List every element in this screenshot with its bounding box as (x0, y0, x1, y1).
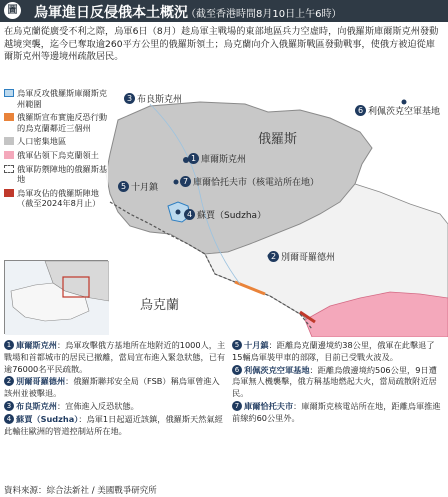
note-number: 7 (232, 401, 242, 411)
note-item (4, 401, 226, 413)
note-title: 別爾哥羅德州 (16, 376, 66, 387)
legend-label: 俄軍佔領下烏克蘭領土 (17, 149, 99, 160)
legend-label: 烏軍攻佔的俄羅斯陣地（截至2024年8月止） (17, 187, 101, 209)
note-item (232, 365, 444, 400)
note-title: 蘇賈（Sudzha） (16, 413, 79, 424)
map-legend (4, 88, 108, 212)
legend-swatch (4, 137, 14, 145)
legend-swatch (4, 165, 14, 173)
map-label-text: 別爾哥羅德州 (281, 253, 336, 263)
note-text: ：距離烏克蘭邊境約38公里，俄軍在此擊退了15輛烏軍裝甲車的部隊，目前已受戰火波及。 (232, 340, 435, 362)
legend-swatch (4, 113, 14, 121)
map-label-bryansk (124, 92, 182, 105)
note-title: 庫爾恰托夫市 (244, 400, 294, 411)
legend-item (4, 112, 108, 133)
map-label-sudzha (184, 208, 266, 221)
graphic-tag: 圖 (4, 2, 21, 19)
map-label-belgorod (268, 250, 335, 263)
note-item (232, 401, 444, 425)
city-marker-kurchatov (174, 180, 179, 185)
marker-number: 6 (355, 105, 366, 116)
map-label-kursk (188, 152, 246, 165)
notes-left-column (4, 340, 226, 438)
marker-number: 1 (188, 153, 199, 164)
note-number: 1 (4, 340, 14, 350)
legend-item (4, 88, 108, 109)
note-item (232, 340, 444, 364)
legend-label: 俄軍防禦陣地的俄羅斯基地 (17, 163, 108, 185)
note-title: 利佩茨克空軍基地 (244, 364, 310, 375)
city-marker-sudzha (176, 210, 181, 215)
marker-number: 5 (118, 181, 129, 192)
note-title: 十月鎮 (244, 340, 269, 350)
note-text: ：烏軍攻擊俄方基地所在地附近的1000人，主戰場和首都城市的居民已撤離，當局宣布進入緊急狀態，已有逾76000名平民疏散。 (4, 340, 226, 374)
notes-right-column (232, 340, 444, 426)
note-item (4, 340, 226, 375)
note-number: 5 (232, 340, 242, 350)
marker-number: 2 (268, 251, 279, 262)
note-text: ：烏軍1日起逼近該鎮，俄羅斯天然氣經此輸往歐洲的管道控制站所在地。 (4, 413, 223, 436)
page-title: 烏軍進日反侵俄本土概況 (34, 5, 188, 21)
legend-label: 俄羅斯宣布實施反恐行動的烏克蘭鄰近三個州 (17, 112, 108, 133)
note-text: ：距離烏俄邊境約506公里，9日遭烏軍無人機襲擊，俄方稱基地燃起大火，當局疏散附近居民。 (232, 364, 437, 399)
legend-swatch (4, 189, 14, 197)
legend-swatch (4, 151, 14, 159)
map-label-oktyabrsky (118, 180, 158, 193)
intro-paragraph: 在烏克蘭從廣受不利之際，烏軍6日（8月）趁烏軍主戰場的東部地區兵力空虛時，向俄羅斯庫爾斯克州發動越境突襲，迄今已奪取逾260平方公里的俄羅斯領土；烏克蘭向介入俄羅斯戰區發動戰事，使俄方被迫從庫爾斯克州等邊境州疏散居民。 (4, 26, 439, 63)
country-label-ukraine: 烏克蘭 (140, 298, 180, 313)
map-label-lipetsk (355, 104, 440, 117)
inset-map-svg (5, 261, 109, 335)
marker-number: 7 (180, 176, 191, 187)
legend-label: 烏軍反攻俄羅斯庫爾斯克州範圍 (17, 88, 108, 109)
source-credit: 資料來源：綜合法新社 / 美國戰爭研究所 (4, 486, 157, 496)
note-text: ：俄羅斯聯邦安全局（FSB）稱烏軍曾進入該州並被擊退。 (4, 376, 220, 399)
note-number: 3 (4, 401, 14, 411)
map-label-kurchatov (180, 175, 319, 188)
marker-number: 4 (184, 209, 195, 220)
marker-number: 3 (124, 93, 135, 104)
inset-locator-map (4, 260, 108, 334)
note-text: ：宣佈進入反恐狀態。 (56, 400, 139, 411)
note-number: 2 (4, 376, 14, 386)
note-text: ：庫爾斯克核電站所在地，距離烏軍推進前線約60公里外。 (232, 400, 441, 423)
map-label-text: 庫爾斯克州 (201, 155, 247, 165)
map-label-text: 布良斯克州 (137, 95, 183, 105)
note-item (4, 414, 226, 438)
legend-item (4, 150, 108, 161)
legend-item (4, 164, 108, 185)
note-number: 6 (232, 365, 242, 375)
header-bar (0, 0, 448, 22)
legend-swatch (4, 89, 14, 97)
legend-label: 人口密集地區 (17, 136, 67, 147)
legend-item (4, 136, 108, 147)
map-label-text: 十月鎮 (131, 183, 159, 193)
map-label-text: 庫爾恰托夫市（核電站所在地） (193, 178, 320, 188)
map-label-text: 蘇賈（Sudzha） (197, 211, 267, 221)
note-number: 4 (4, 414, 14, 424)
note-title: 布良斯克州 (16, 400, 57, 411)
legend-item (4, 188, 108, 209)
note-item (4, 376, 226, 400)
map-label-text: 利佩茨克空軍基地 (368, 107, 441, 117)
page-subtitle: （截至香港時間8月10日上午6時） (186, 9, 342, 20)
note-title: 庫爾斯克州 (16, 340, 57, 350)
country-label-russia: 俄羅斯 (258, 132, 298, 147)
